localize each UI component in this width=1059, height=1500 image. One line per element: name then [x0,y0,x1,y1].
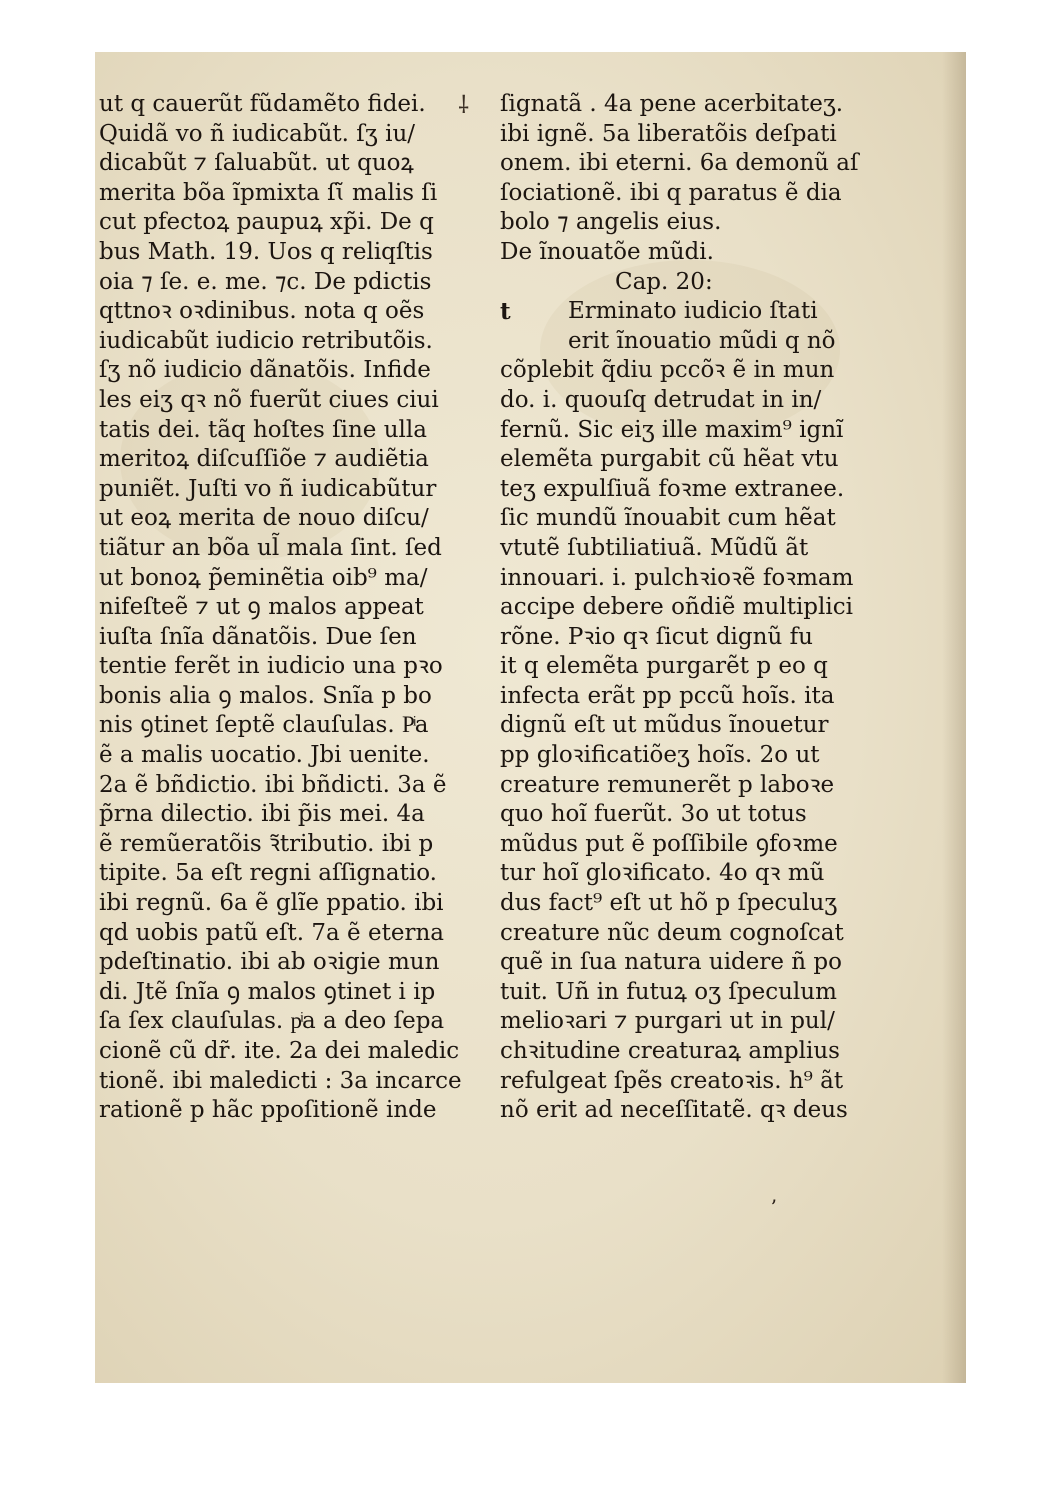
text-line: pdeſtinatio. ibi ab oꝛigie mun [99,949,440,976]
text-line: ſa ſex clauſulas. pͥa a deo ſepa [99,1008,445,1035]
text-line: cut pfectoꝝ paupuꝝ xp̃i. De q [99,209,434,236]
text-line: chꝛitudine creaturaꝝ amplius [500,1038,840,1064]
text-line: bus Math. 19. Uos q reliqſtis [99,238,433,265]
text-line: cionẽ cũ dr̃. ite. 2a dei maledic [99,1038,460,1064]
left-text-column [99,90,462,1126]
text-line: nifeſteẽ ⁊ ut ꝯ malos appeat [99,594,424,621]
text-line: elemẽta purgabit cũ hẽat vtu [500,446,839,473]
text-line: creature nũc deum cognoſcat [500,919,844,946]
margin-marker: ⸸ [458,91,470,119]
text-line: Erminato iudicio ſtati [568,298,818,325]
text-line: puniẽt. Juſti vo ñ iudicabũtur [99,475,437,502]
text-line: dus fact⁹ eſt ut hõ p ſpeculuʒ [500,890,838,917]
text-line: tipite. 5a eſt regni aſſignatio. [99,860,437,887]
text-line: ſʒ nõ iudicio dãnatõis. Infide [99,357,431,384]
text-line: creature remunerẽt p laboꝛe [500,771,835,798]
text-line: nis ꝯtinet ſeptẽ clauſulas. Pͥa [99,712,429,739]
text-line: vtutẽ ſubtiliatiuã. Mũdũ ãt [500,534,809,561]
text-line: di. Jtẽ ſnĩa ꝯ malos ꝯtinet i ip [99,978,436,1005]
text-line: oia ⁊ ſe. e. me. ⁊c. De pdictis [99,268,432,295]
text-line: ut bonoꝝ p̃eminẽtia oib⁹ ma/ [99,564,428,591]
text-line: tentie ferẽt in iudicio una pꝛo [99,653,443,680]
text-line: ſic mundũ ĩnouabit cum hẽat [500,505,836,532]
text-line: pp gloꝛificatiõeʒ hoĩs. 2o ut [500,742,820,769]
text-line: rationẽ p hãc ppoſitionẽ inde [99,1097,437,1124]
drop-initial: t [500,298,511,326]
text-line: qttnoꝛ oꝛdinibus. nota q oẽs [99,298,425,325]
text-line: tuit. Uñ in futuꝝ oʒ ſpeculum [500,978,837,1005]
text-line: infecta erãt pp pccũ hoĩs. ita [500,682,835,709]
text-line: 2a ẽ bñdictio. ibi bñdicti. 3a ẽ [99,771,447,798]
text-line: innouari. i. pulchꝛioꝛẽ foꝛmam [500,564,854,591]
text-line: teʒ expulſiuã foꝛme extranee. [500,475,845,502]
text-line: cõplebit q̃diu pccõꝛ ẽ in mun [500,357,835,384]
text-line: tionẽ. ibi maledicti : 3a incarce [99,1067,462,1094]
text-line: ut q cauerũt fũdamẽto fidei. [99,91,426,117]
text-line: merita bõa ĩpmixta ſɩ̃ malis ſi [99,179,438,206]
text-line: melioꝛari ⁊ purgari ut in pul/ [500,1008,835,1035]
text-line: mũdus put ẽ poſſibile ꝯfoꝛme [500,830,838,857]
text-line: fernũ. Sic eiʒ ille maxim⁹ ignĩ [500,416,844,443]
chapter-heading [500,268,835,298]
text-line: quo hoĩ fuerũt. 3o ut totus [500,801,807,828]
text-line: ut eoꝝ merita de nouo diſcu/ [99,505,429,532]
text-line: bonis alia ꝯ malos. Snĩa p bo [99,682,432,709]
text-line: ſociationẽ. ibi q paratus ẽ dia [500,179,842,206]
text-line: qd uobis patũ eſt. 7a ẽ eterna [99,919,444,946]
text-line: rõne. Pꝛio qꝛ ſicut dignũ fu [500,623,813,650]
text-line: les eiʒ qꝛ nõ fuerũt ciues ciui [99,386,439,413]
text-line: it q elemẽta purgarẽt p eo q [500,653,828,680]
text-line: ẽ a malis uocatio. Jbi uenite. [99,742,430,769]
text-line: onem. ibi eterni. 6a demonũ aſ [500,150,859,177]
text-line: p̃rna dilectio. ibi p̃is mei. 4a [99,801,425,828]
text-line: erit ĩnouatio mũdi q nõ [568,327,836,354]
text-line: quẽ in ſua natura uidere ñ po [500,949,843,976]
text-line: meritoꝝ diſcuſſiõe ⁊ audiẽtia [99,446,429,473]
text-line: tiãtur an bõa ul̃ mala ſint. ſed [99,534,442,561]
text-line: ibi ignẽ. 5a liberatõis deſpati [500,120,837,147]
text-line: iuſta ſnĩa dãnatõis. Due ſen [99,623,417,650]
chapter-number: 20: [675,268,713,295]
text-line: tur hoĩ gloꝛificato. 4o qꝛ mũ [500,860,825,887]
text-line: Quidã vo ñ iudicabũt. ſʒ iu/ [99,120,416,147]
right-text-column [500,90,859,1126]
text-line: ſignatã . 4a pene acerbitateʒ. [500,91,844,117]
text-line: accipe debere oñdiẽ multiplici [500,594,853,621]
text-line: refulgeat ſpẽs creatoꝛis. h⁹ ãt [500,1067,844,1094]
text-line: ẽ remũeratõis ꝛ̃tributio. ibi p [99,830,434,857]
text-line: ibi regnũ. 6a ẽ glĩe ppatio. ibi [99,890,444,917]
text-line: De ĩnouatõe mũdi. [500,238,714,265]
text-line: bolo ⁊ angelis eius. [500,209,722,236]
foot-mark: ʼ [770,1195,777,1219]
text-line: dicabũt ⁊ ſaluabũt. ut quoꝝ [99,150,414,177]
chapter-label: Cap. [615,268,669,295]
text-line: dignũ eſt ut mũdus ĩnouetur [500,712,829,739]
text-line: iudicabũt iudicio retributõis. [99,327,433,354]
text-line: nõ erit ad neceſſitatẽ. qꝛ deus [500,1097,848,1124]
text-line: do. i. quouſq detrudat in in/ [500,386,822,413]
text-line: tatis dei. tãq hoſtes ſine ulla [99,416,427,443]
